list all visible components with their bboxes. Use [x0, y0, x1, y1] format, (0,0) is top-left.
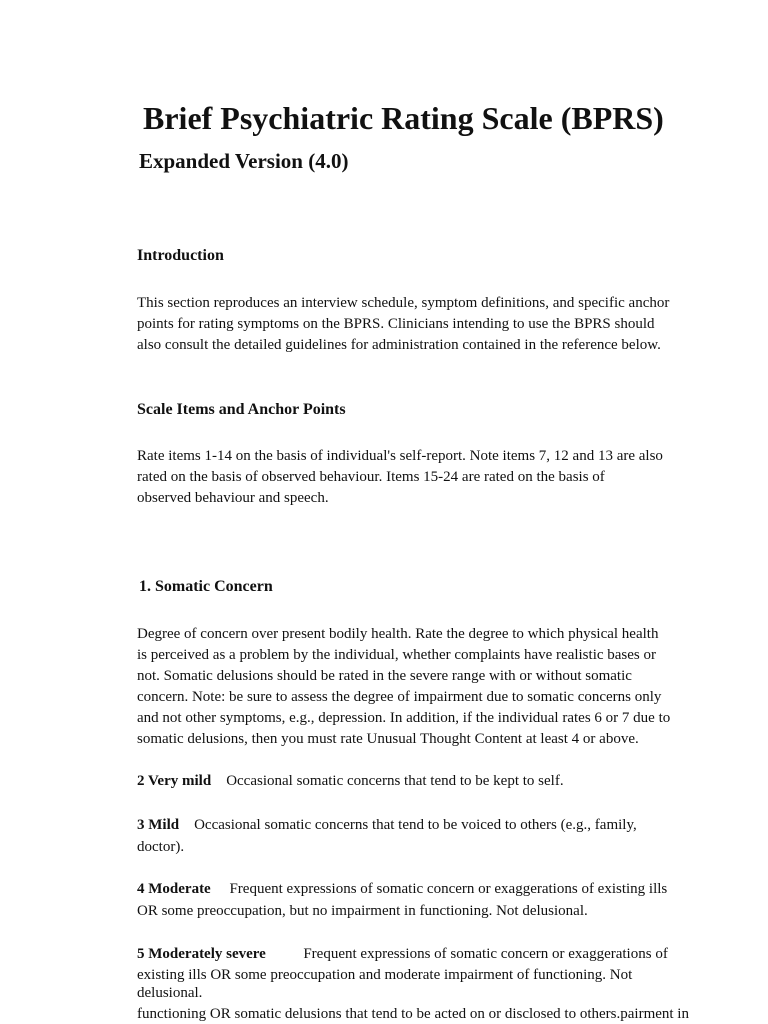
scale-items-paragraph — [137, 446, 663, 509]
rating-moderate — [137, 878, 667, 922]
rating-label: 5 Moderately severe — [137, 946, 266, 962]
rating-text: Frequent expressions of somatic concern or exaggerations of existing ills — [229, 881, 668, 897]
rating-text: Occasional somatic concerns that tend to be kept to self. — [226, 773, 564, 789]
introduction-heading: Introduction — [137, 247, 224, 264]
introduction-paragraph — [137, 293, 669, 356]
rating-moderately-severe — [137, 944, 668, 1000]
rating-text: Frequent expressions of somatic concern or exaggerations of — [303, 946, 668, 962]
scale-items-line: observed behaviour and speech. — [137, 490, 329, 506]
item1-heading: 1. Somatic Concern — [139, 578, 273, 595]
rating-text: doctor). — [137, 839, 185, 855]
rating-text: OR some preoccupation, but no impairment in functioning. Not delusional. — [137, 903, 588, 919]
scale-items-heading: Scale Items and Anchor Points — [137, 401, 346, 418]
introduction-line: points for rating symptoms on the BPRS. Clinicians intending to use the BPRS should — [137, 316, 655, 332]
item1-definition — [137, 624, 670, 750]
item1-line: and not other symptoms, e.g., depression. In addition, if the individual rates 6 or 7 due to — [137, 710, 671, 726]
rating-label: 2 Very mild — [137, 773, 212, 789]
rating-very-mild — [137, 770, 564, 792]
scale-items-line: rated on the basis of observed behaviour. Items 15-24 are rated on the basis of — [137, 469, 605, 485]
introduction-line: also consult the detailed guidelines for administration contained in the reference below. — [137, 337, 661, 353]
rating-text: Occasional somatic concerns that tend to be voiced to others (e.g., family, — [194, 817, 637, 833]
item1-line: concern. Note: be sure to assess the degree of impairment due to somatic concerns only — [137, 689, 662, 705]
rating-text: delusional. — [137, 985, 203, 1001]
rating-label: 4 Moderate — [137, 881, 211, 897]
item1-line: is perceived as a problem by the individual, whether complaints have realistic bases or — [137, 647, 657, 663]
item1-line: somatic delusions, then you must rate Unusual Thought Content at least 4 or above. — [137, 731, 639, 747]
introduction-line: This section reproduces an interview schedule, symptom definitions, and specific anchor — [137, 295, 670, 311]
document-title: Brief Psychiatric Rating Scale (BPRS) — [143, 100, 664, 136]
item1-line: not. Somatic delusions should be rated in the severe range with or without somatic — [137, 668, 632, 684]
item1-line: Degree of concern over present bodily health. Rate the degree to which physical health — [137, 626, 659, 642]
document-subtitle: Expanded Version (4.0) — [139, 149, 349, 173]
rating-mild — [137, 814, 637, 858]
rating-label: 3 Mild — [137, 817, 180, 833]
overflow-line: functioning OR somatic delusions that tend to be acted on or disclosed to others.‌pairment in — [137, 1006, 689, 1022]
rating-text: existing ills OR some preoccupation and moderate impairment of functioning. Not — [137, 967, 633, 983]
scale-items-line: Rate items 1-14 on the basis of individual's self-report. Note items 7, 12 and 13 are also — [137, 448, 663, 464]
